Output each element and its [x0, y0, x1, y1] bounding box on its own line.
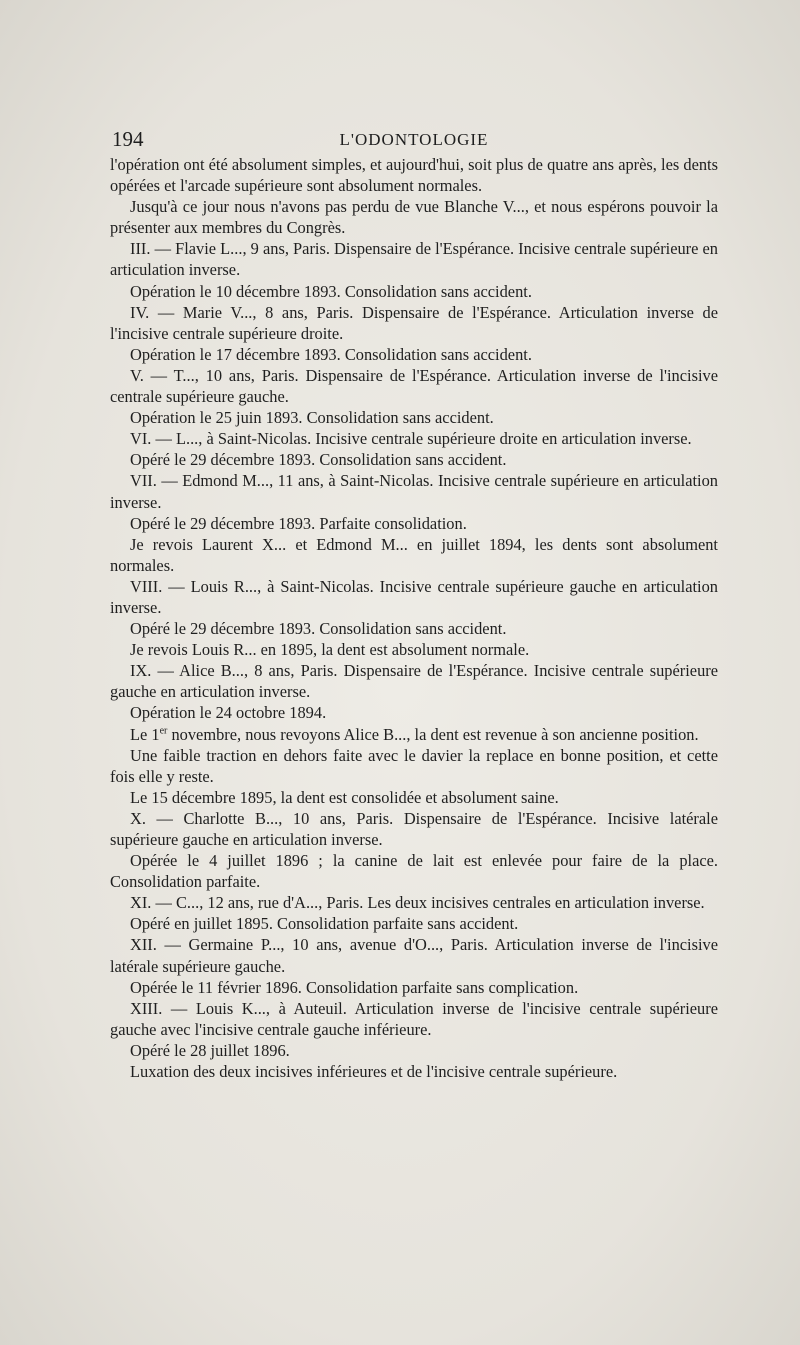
- paragraph: Je revois Louis R... en 1895, la dent est absolument normale.: [130, 640, 530, 660]
- case-paragraph: VIII. — Louis R..., à Saint-Nicolas. Incisive centrale supérieure gauche en articulation inverse.: [110, 576, 718, 617]
- paragraph: Opération le 17 décembre 1893. Consolidation sans accident.: [130, 344, 532, 364]
- paragraph: Opéré le 29 décembre 1893. Parfaite consolidation.: [130, 513, 467, 533]
- case-paragraph: X. — Charlotte B..., 10 ans, Paris. Dispensaire de l'Espérance. Incisive latérale supérieure gauche en articulation inverse.: [110, 808, 718, 849]
- paragraph: Une faible traction en dehors faite avec le davier la replace en bonne position, et cette fois elle y reste.: [110, 745, 718, 786]
- paragraph: Je revois Laurent X... et Edmond M... en juillet 1894, les dents sont absolument normales.: [110, 534, 718, 575]
- paragraph: Opérée le 11 février 1896. Consolidation parfaite sans complication.: [130, 977, 579, 997]
- paragraph: l'opération ont été absolument simples, et aujourd'hui, soit plus de quatre ans après, les dents opérées et l'arcade supérieure sont absolument normales.: [110, 155, 718, 196]
- page-number: 194: [112, 127, 144, 151]
- case-paragraph: XIII. — Louis K..., à Auteuil. Articulation inverse de l'incisive centrale supérieure gauche avec l'incisive centrale gauche inférieure.: [110, 998, 718, 1039]
- paragraph: Opération le 10 décembre 1893. Consolidation sans accident.: [130, 281, 532, 301]
- paragraph: Opération le 24 octobre 1894.: [130, 703, 327, 723]
- paragraph: Opéré le 29 décembre 1893. Consolidation sans accident.: [130, 450, 507, 470]
- case-paragraph: VI. — L..., à Saint-Nicolas. Incisive centrale supérieure droite en articulation inverse.: [130, 429, 692, 449]
- paragraph: Opérée le 4 juillet 1896 ; la canine de lait est enlevée pour faire de la place. Consolidation parfaite.: [110, 851, 718, 892]
- paragraph: Opéré le 29 décembre 1893. Consolidation sans accident.: [130, 619, 507, 639]
- case-paragraph: III. — Flavie L..., 9 ans, Paris. Dispensaire de l'Espérance. Incisive centrale supérieure en articulation inverse.: [110, 239, 718, 280]
- paragraph: Opéré en juillet 1895. Consolidation parfaite sans accident.: [130, 914, 519, 934]
- case-paragraph: V. — T..., 10 ans, Paris. Dispensaire de l'Espérance. Articulation inverse de l'incisive centrale supérieure gauche.: [110, 365, 718, 407]
- superscript: er: [159, 725, 168, 737]
- page-header: [110, 127, 718, 157]
- paragraph: Opération le 25 juin 1893. Consolidation sans accident.: [130, 408, 494, 428]
- case-paragraph: IX. — Alice B..., 8 ans, Paris. Dispensaire de l'Espérance. Incisive centrale supérieure gauche en articulation inverse.: [110, 661, 718, 702]
- paragraph: Opéré le 28 juillet 1896.: [130, 1040, 290, 1060]
- paragraph: [110, 724, 718, 745]
- paragraph: Le 15 décembre 1895, la dent est consolidée et absolument saine.: [130, 787, 559, 807]
- case-paragraph: XII. — Germaine P..., 10 ans, avenue d'O..., Paris. Articulation inverse de l'incisive latérale supérieure gauche.: [110, 935, 718, 976]
- case-paragraph: XI. — C..., 12 ans, rue d'A..., Paris. Les deux incisives centrales en articulation inverse.: [130, 893, 705, 913]
- case-paragraph: VII. — Edmond M..., 11 ans, à Saint-Nicolas. Incisive centrale supérieure en articulation inverse.: [110, 471, 718, 512]
- body-text: [110, 154, 718, 1082]
- paragraph-text: Le 1: [130, 724, 160, 744]
- paragraph-text: novembre, nous revoyons Alice B..., la dent est revenue à son ancienne position.: [167, 724, 699, 744]
- paragraph: Jusqu'à ce jour nous n'avons pas perdu de vue Blanche V..., et nous espérons pouvoir la présenter aux membres du Congrès.: [110, 197, 718, 238]
- running-title: L'ODONTOLOGIE: [339, 130, 489, 149]
- case-paragraph: IV. — Marie V..., 8 ans, Paris. Dispensaire de l'Espérance. Articulation inverse de l'incisive centrale supérieure droite.: [110, 302, 718, 343]
- paragraph: Luxation des deux incisives inférieures et de l'incisive centrale supérieure.: [130, 1062, 618, 1082]
